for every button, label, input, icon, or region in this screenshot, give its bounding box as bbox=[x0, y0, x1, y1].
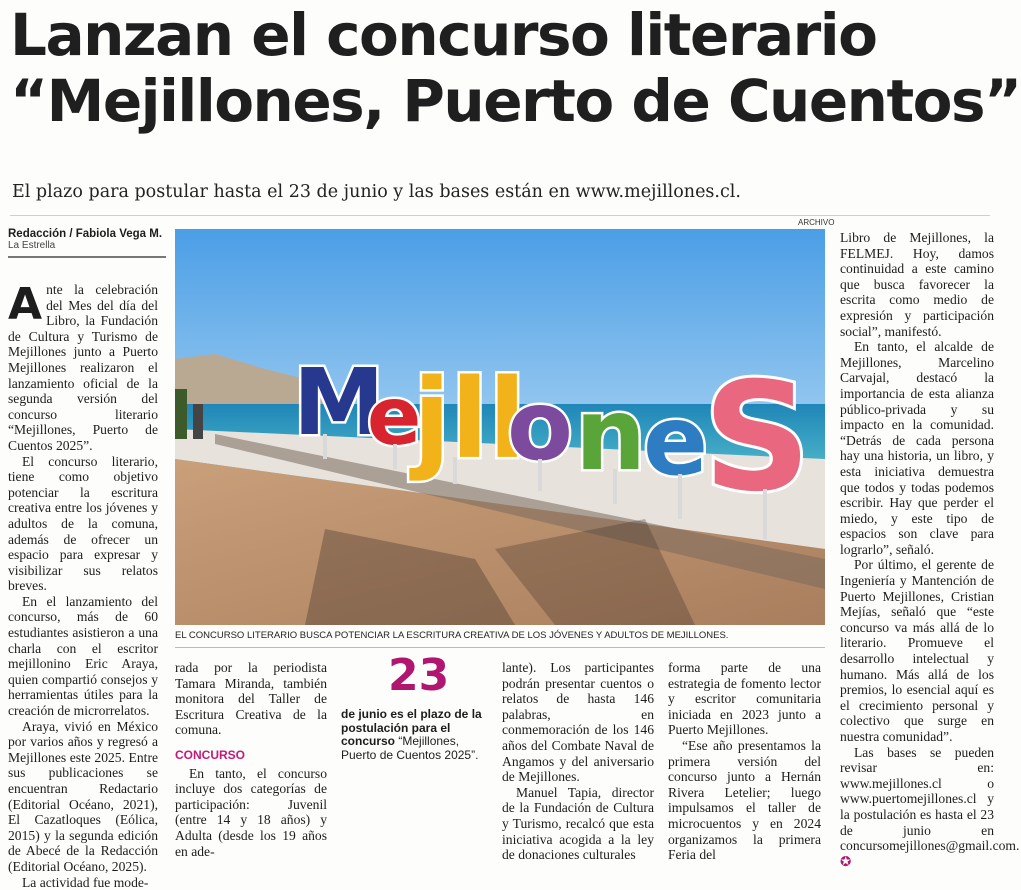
photo-credit: ARCHIVO bbox=[798, 218, 835, 227]
paragraph-13: En tanto, el alcalde de Mejillones, Marcelino Carvajal, destacó la importancia de esta alianza público-privada y su impacto en la comunidad. “Detrás de cada persona hay una historia, un libro, y esta iniciativa demuestra que todos y todas podemos escribir. Hay que perder el miedo, y este tipo de espacios son clave para lograrlo”, señaló. bbox=[840, 339, 994, 557]
paragraph-10: forma parte de una estrategia de fomento lector y escritor comunitaria iniciada en 2023 junto a Puerto Mejillones. bbox=[668, 660, 821, 738]
column-4 bbox=[668, 660, 821, 863]
pull-quote-number: 23 bbox=[388, 650, 450, 701]
paragraph-11: “Ese año presentamos la primera versión del concurso junto a Hernán Rivera Letelier; luego impulsamos el taller de microcuentos y en 2024 organizamos la primera Feria del bbox=[668, 737, 821, 863]
pull-quote bbox=[341, 708, 487, 762]
byline-source: La Estrella bbox=[8, 240, 56, 251]
paragraph-1: Ante la celebración del Mes del día del Libro, la Fundación de Cultura y Turismo de Mejillones junto a Puerto Mejillones realizaron el lanzamiento oficial de la segunda versión del concurso literario “Mejillones, Puerto de Cuentos 2025”. bbox=[8, 279, 158, 453]
paragraph-14: Por último, el gerente de Ingeniería y Mantención de Puerto Mejillones, Cristian Mejías, señaló que “este concurso va más allá de lo literario. Promueve el desarrollo intelectual y humano. Más allá de los premios, lo esencial aquí es el crecimiento personal y colectivo que surge en nuestra comunidad”. bbox=[840, 557, 994, 744]
column-5 bbox=[840, 230, 1020, 869]
mejillones-sign-photo bbox=[175, 229, 825, 625]
sign-letter: n bbox=[575, 376, 647, 493]
palm bbox=[175, 389, 187, 439]
paragraph-4: Araya, vivió en México por varios años y regresó a Mejillones este 2025. Entre sus publicaciones se encuentran Redactario (Editorial Océano, 2021), El Cazatloques (Eólica, 2015) y la segunda edición de Abecé de la Redacción (Editorial Océano, 2025). bbox=[8, 718, 158, 874]
subtitle: El plazo para postular hasta el 23 de junio y las bases están en www.mejillones.cl. bbox=[12, 182, 741, 202]
section-subhead: CONCURSO bbox=[175, 747, 246, 762]
paragraph-7: En tanto, el concurso incluye dos categorías de participación: Juvenil (entre 14 y 18 años) y Adulta (desde los 19 años en ade- bbox=[175, 765, 327, 859]
sign-letter: M bbox=[293, 349, 385, 456]
paragraph-8: lante). Los participantes podrán presentar cuentos o relatos de hasta 146 palabras, en conmemoración de los 146 años del Combate Naval de Angamos y del aniversario de Mejillones. bbox=[502, 660, 654, 785]
sign-letter: e bbox=[643, 385, 709, 497]
drop-cap: A bbox=[8, 279, 43, 330]
pull-quote-rest: “Mejillones, Puerto de Cuentos 2025”. bbox=[341, 734, 479, 762]
caption-rule bbox=[175, 647, 825, 648]
pull-quote-bold: de junio es el plazo de la postulación para el concurso bbox=[341, 707, 482, 748]
person bbox=[193, 404, 203, 439]
column-3 bbox=[502, 660, 654, 863]
byline-rule bbox=[8, 256, 166, 258]
sign-letter: o bbox=[507, 370, 573, 482]
headline-line-2: “Mejillones, Puerto de Cuentos” bbox=[10, 67, 1021, 135]
paragraph-15: Las bases se pueden revisar en: www.mejillones.cl o www.puertomejillones.cl y la postulación es hasta el 23 de junio en concursomejillones@gmail.com. ✪ bbox=[840, 744, 1020, 869]
byline: Redacción / Fabiola Vega M. bbox=[8, 228, 163, 240]
column-2 bbox=[175, 660, 327, 859]
top-rule bbox=[10, 215, 990, 216]
end-mark-icon: ✪ bbox=[840, 853, 852, 869]
paragraph-12: Libro de Mejillones, la FELMEJ. Hoy, damos continuidad a este camino que busca favorecer la escrita como medio de expresión y participación social”, manifestó. bbox=[840, 230, 994, 339]
paragraph-3: En el lanzamiento del concurso, más de 60 estudiantes asistieron a una charla con el escritor mejillonino Eric Araya, quien compartió consejos y herramientas útiles para la creación de microrrelatos. bbox=[8, 593, 158, 719]
paragraph-6: rada por la periodista Tamara Miranda, también monitora del Taller de Escritura Creativa de la comuna. bbox=[175, 660, 327, 738]
article-photo bbox=[175, 229, 825, 625]
sign-letter: jll bbox=[413, 355, 527, 483]
paragraph-5: La actividad fue mode- bbox=[22, 874, 149, 890]
sign-letter: S bbox=[703, 351, 812, 525]
paragraph-9: Manuel Tapia, director de la Fundación de Cultura y Turismo, recalcó que esta iniciativa acogida a la ley de donaciones culturales bbox=[502, 784, 654, 863]
paragraph-2: El concurso literario, tiene como objetivo potenciar la escritura creativa entre los jóvenes y adultos de la comuna, además de ofrecer un espacio para expresar y visibilizar sus relatos breves. bbox=[8, 453, 158, 594]
headline-line-1: Lanzan el concurso literario bbox=[10, 1, 877, 69]
photo-caption: EL CONCURSO LITERARIO BUSCA POTENCIAR LA ESCRITURA CREATIVA DE LOS JÓVENES Y ADULTOS DE MEJILLONES. bbox=[175, 630, 729, 641]
headline bbox=[10, 1, 1021, 135]
sign-letter: e bbox=[367, 370, 422, 463]
column-1 bbox=[8, 279, 158, 890]
